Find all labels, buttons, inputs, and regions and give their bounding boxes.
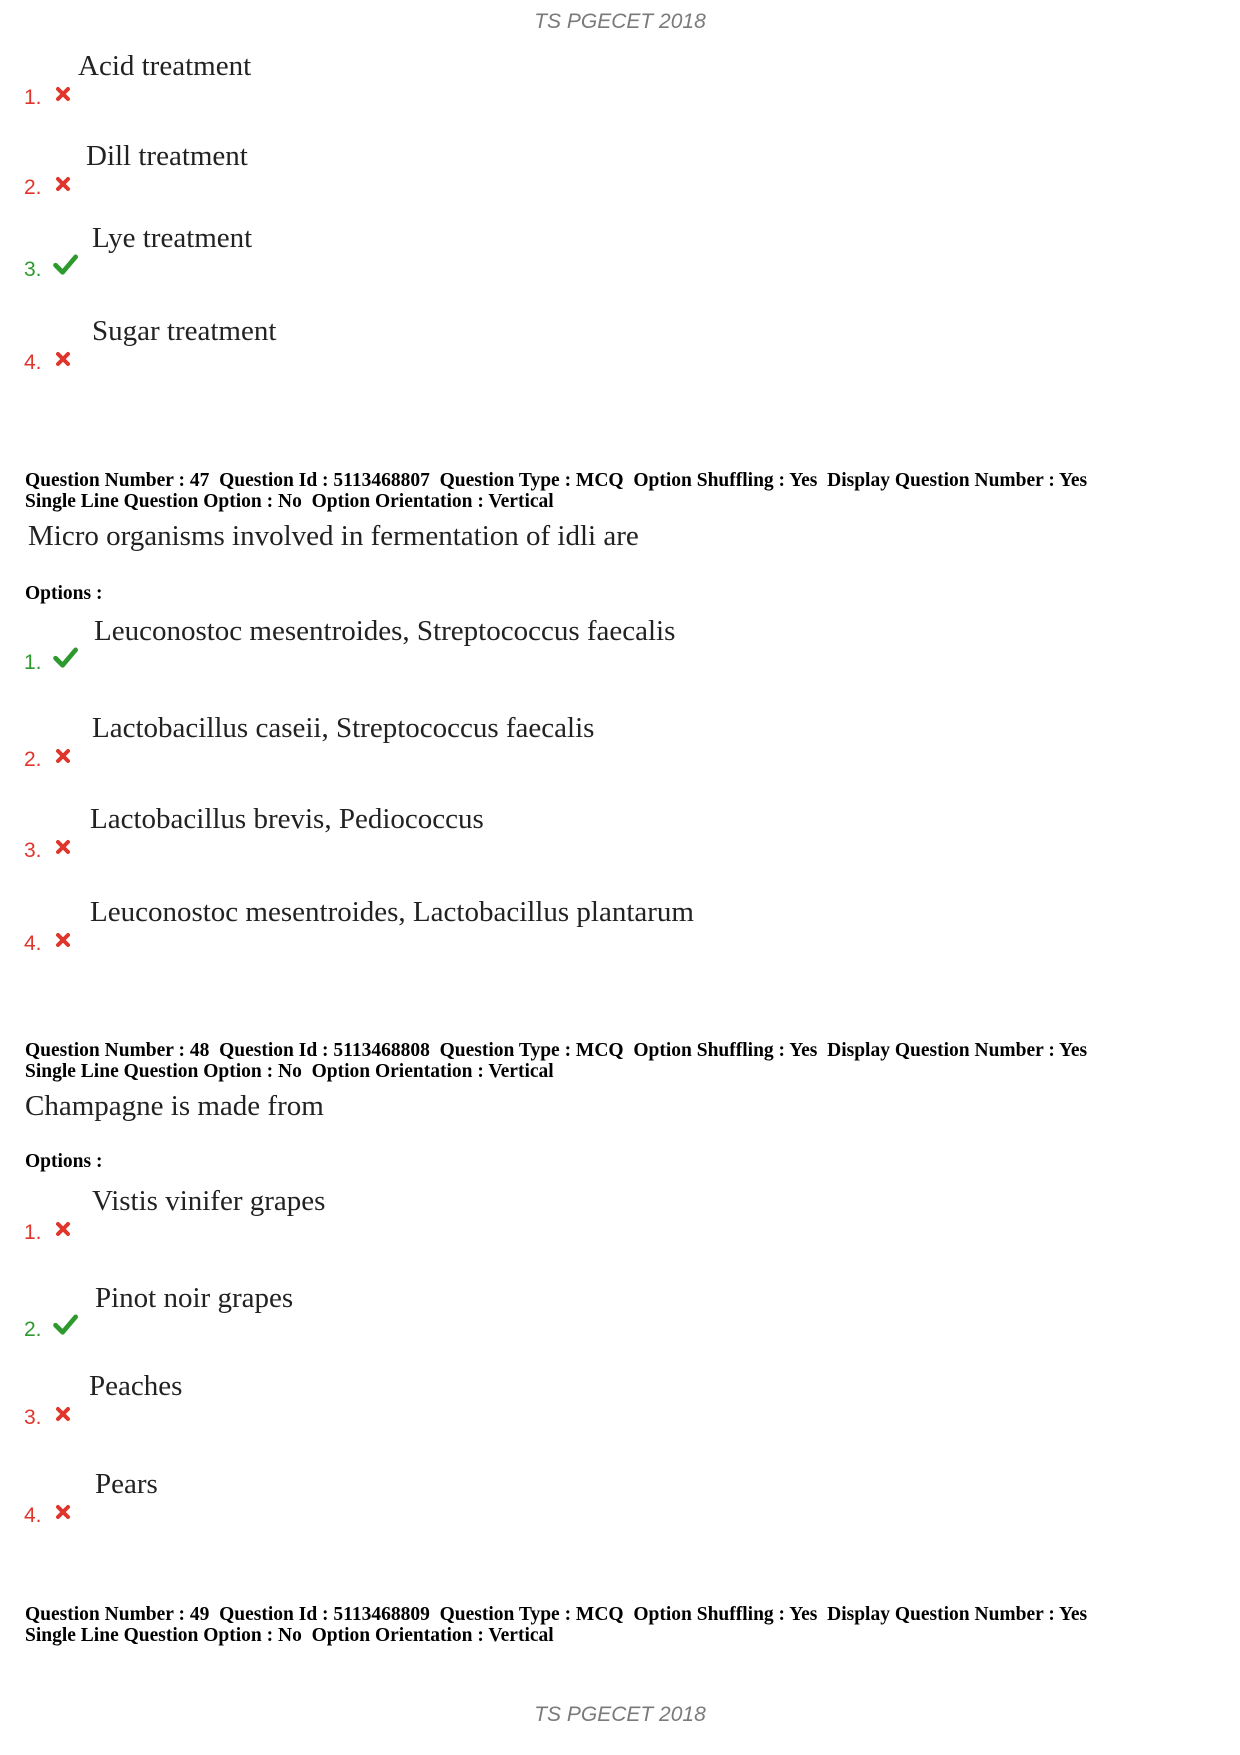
option-text: Leuconostoc mesentroides, Streptococcus faecalis — [94, 615, 676, 647]
option-item — [24, 140, 924, 200]
check-icon — [52, 644, 78, 670]
option-item — [24, 1185, 924, 1245]
option-item — [24, 1282, 924, 1342]
question-text: Champagne is made from — [25, 1090, 324, 1122]
cross-icon — [52, 83, 74, 105]
option-number: 2. — [24, 176, 42, 199]
question-meta — [25, 1604, 1225, 1646]
option-item — [24, 222, 924, 282]
cross-icon — [52, 836, 74, 858]
option-number: 2. — [24, 1318, 42, 1341]
option-item — [24, 315, 924, 375]
question-meta-line-2: Single Line Question Option : No Option Orientation : Vertical — [25, 1061, 554, 1082]
check-icon — [52, 251, 78, 277]
option-item — [24, 712, 924, 772]
option-text: Dill treatment — [86, 140, 248, 172]
option-text: Lactobacillus brevis, Pediococcus — [90, 803, 484, 835]
options-label: Options : — [25, 583, 103, 604]
option-number: 4. — [24, 932, 42, 955]
option-number: 1. — [24, 651, 42, 674]
option-item — [24, 896, 924, 956]
option-text: Sugar treatment — [92, 315, 277, 347]
option-number: 4. — [24, 1504, 42, 1527]
option-number: 1. — [24, 1221, 42, 1244]
cross-icon — [52, 1403, 74, 1425]
option-item — [24, 50, 924, 110]
option-number: 4. — [24, 351, 42, 374]
option-number: 1. — [24, 86, 42, 109]
option-text: Vistis vinifer grapes — [92, 1185, 326, 1217]
cross-icon — [52, 173, 74, 195]
question-text: Micro organisms involved in fermentation of idli are — [28, 520, 639, 552]
option-text: Acid treatment — [78, 50, 252, 82]
cross-icon — [52, 1218, 74, 1240]
option-number: 3. — [24, 1406, 42, 1429]
question-meta-line-1: Question Number : 48 Question Id : 5113468808 Question Type : MCQ Option Shuffling : Yes Display Question Number : Yes — [25, 1040, 1088, 1061]
option-text: Lye treatment — [92, 222, 253, 254]
option-item — [24, 803, 924, 863]
option-text: Lactobacillus caseii, Streptococcus faecalis — [92, 712, 595, 744]
page-header: TS PGECET 2018 — [534, 10, 706, 33]
question-meta-line-2: Single Line Question Option : No Option Orientation : Vertical — [25, 491, 554, 512]
question-meta-line-1: Question Number : 49 Question Id : 5113468809 Question Type : MCQ Option Shuffling : Yes Display Question Number : Yes — [25, 1604, 1088, 1625]
question-meta-line-1: Question Number : 47 Question Id : 5113468807 Question Type : MCQ Option Shuffling : Yes Display Question Number : Yes — [25, 470, 1088, 491]
check-icon — [52, 1311, 78, 1337]
cross-icon — [52, 745, 74, 767]
page-footer: TS PGECET 2018 — [534, 1703, 706, 1726]
option-number: 3. — [24, 839, 42, 862]
option-item — [24, 1468, 924, 1528]
option-item — [24, 1370, 924, 1430]
option-text: Pinot noir grapes — [95, 1282, 294, 1314]
question-meta — [25, 470, 1225, 512]
question-meta — [25, 1040, 1225, 1082]
cross-icon — [52, 929, 74, 951]
option-text: Peaches — [89, 1370, 183, 1402]
cross-icon — [52, 348, 74, 370]
option-text: Pears — [95, 1468, 158, 1500]
option-text: Leuconostoc mesentroides, Lactobacillus plantarum — [90, 896, 694, 928]
question-meta-line-2: Single Line Question Option : No Option Orientation : Vertical — [25, 1625, 554, 1646]
option-item — [24, 615, 924, 675]
options-label: Options : — [25, 1151, 103, 1172]
cross-icon — [52, 1501, 74, 1523]
option-number: 2. — [24, 748, 42, 771]
option-number: 3. — [24, 258, 42, 281]
